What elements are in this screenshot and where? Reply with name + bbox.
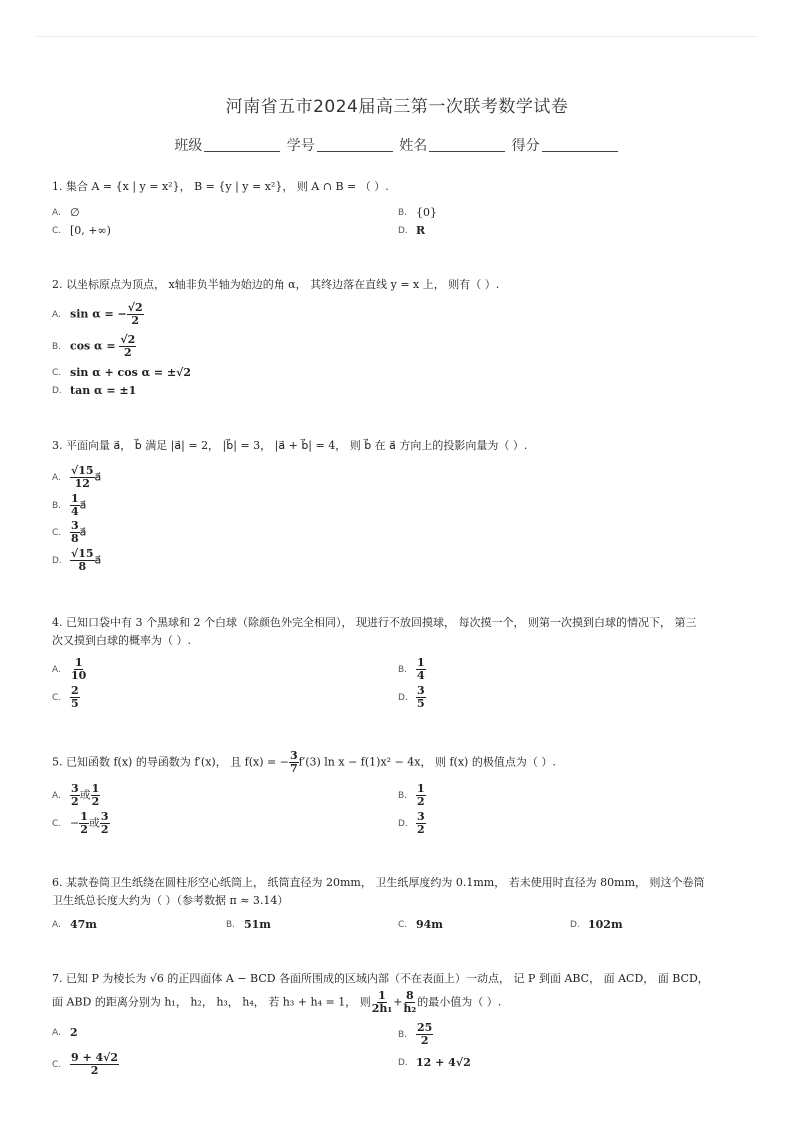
q7-option-b [398, 1022, 433, 1047]
fraction: $\frac{1}{2}$ [91, 782, 100, 808]
question-4-stem-line-1: 4. 已知口袋中有 3 个黑球和 2 个白球（除颜色外完全相同）， 现进行不放回摸球， 每次摸一个， 则第一次摸到白球的情况下， 第三 [52, 616, 697, 629]
q2-option-a [52, 302, 144, 327]
fraction: $\frac{1}{10}$ [71, 656, 87, 682]
q3-option-a [52, 465, 101, 490]
question-7-stem-line-2: 面 ABD 的距离分别为 h₁， h₂， h₃， h₄， 若 h₃ + h₄ = 1， 则 $\frac{1}{\text{2h₁}}$ + $\frac{8}{\text{h₂}}$ 的最小值为（ ）. [52, 989, 502, 1015]
vector-a: a⃗ [79, 498, 87, 512]
option-letter: A. [52, 208, 61, 218]
option-letter: C. [52, 527, 62, 538]
fraction: $\frac{√15}{8}$ [71, 547, 94, 573]
fraction: $\frac{√2}{2}$ [127, 301, 143, 327]
q7-option-a [52, 1026, 78, 1039]
q1-option-c [52, 224, 111, 237]
option-text: {0} [416, 206, 437, 219]
fraction: $\frac{25}{2}$ [417, 1021, 433, 1047]
option-letter: C. [52, 226, 62, 236]
option-text: sin α + cos α = ±√2 [70, 366, 192, 379]
q6-option-b [226, 918, 271, 931]
q2-option-b [52, 334, 136, 359]
class-blank [204, 137, 280, 152]
fraction: $\frac{1}{2}$ [80, 810, 88, 836]
number-label: 学号 [286, 138, 315, 154]
option-text: ∅ [70, 206, 80, 219]
q7-option-d [398, 1056, 471, 1069]
option-letter: A. [52, 920, 61, 930]
fraction: $\frac{8}{\text{h₂}}$ [403, 989, 417, 1015]
question-3-stem: 3. 平面向量 a⃗， b⃗ 满足 |a⃗| = 2， |b⃗| = 3， |a⃗ + b⃗| = 4， 则 b⃗ 在 a⃗ 方向上的投影向量为（ ）. [52, 439, 528, 452]
fraction: $\frac{9 + 4√2}{2}$ [71, 1051, 119, 1077]
option-letter: C. [52, 1059, 62, 1070]
question-2-stem: 2. 以坐标原点为顶点， x轴非负半轴为始边的角 α， 其终边落在直线 y = x 上， 则有（ ）. [52, 278, 500, 291]
name-blank [429, 137, 505, 152]
option-text: tan α = ±1 [70, 384, 137, 397]
question-4-stem-line-2: 次又摸到白球的概率为（ ）. [52, 634, 191, 647]
fraction: $\frac{3}{2}$ [71, 782, 79, 808]
option-text: 47m [70, 918, 97, 931]
option-letter: A. [52, 1028, 61, 1038]
option-text: sin α = − [70, 307, 127, 321]
option-letter: A. [52, 790, 61, 801]
question-1-stem: 1. 集合 A = {x | y = x²}， B = {y | y = x²}， 则 A ∩ B = （ ）. [52, 180, 389, 193]
q3-option-d [52, 548, 101, 573]
option-letter: C. [52, 692, 62, 703]
option-text: 102m [588, 918, 623, 931]
q1-option-a [52, 206, 80, 219]
number-blank [317, 137, 393, 152]
option-letter: D. [52, 386, 62, 396]
question-6-stem-line-2: 卫生纸总长度大约为（ ）（参考数据 π ≈ 3.14） [52, 894, 289, 907]
q3-option-c [52, 520, 86, 545]
option-text: 12 + 4√2 [416, 1056, 471, 1069]
option-letter: B. [398, 790, 408, 801]
class-label: 班级 [174, 138, 203, 154]
option-letter: A. [52, 664, 61, 675]
name-label: 姓名 [399, 138, 428, 154]
q1-option-d [398, 224, 425, 237]
option-letter: C. [52, 818, 62, 829]
score-label: 得分 [511, 138, 540, 154]
option-letter: C. [398, 920, 408, 930]
q5-option-d [398, 811, 426, 836]
q3-option-b [52, 493, 86, 518]
score-blank [542, 137, 618, 152]
q4-option-c [52, 685, 80, 710]
option-letter: C. [52, 368, 62, 378]
option-letter: D. [398, 1058, 408, 1068]
q7-option-c [52, 1052, 119, 1077]
q6-option-c [398, 918, 443, 931]
q5-option-a: A. $\frac{3}{2}$ 或 $\frac{1}{2}$ [52, 782, 100, 808]
vector-a: a⃗ [79, 525, 87, 539]
fraction: $\frac{3}{8}$ [71, 519, 79, 545]
option-text: 2 [70, 1026, 78, 1039]
option-letter: A. [52, 309, 61, 320]
option-letter: D. [570, 920, 580, 930]
q6-option-d [570, 918, 623, 931]
option-letter: D. [398, 692, 408, 703]
option-letter: A. [52, 472, 61, 483]
fraction: $\frac{1}{2}$ [417, 782, 425, 808]
page-title: 河南省五市2024届高三第一次联考数学试卷 [225, 97, 569, 117]
fraction: $\frac{1}{4}$ [71, 492, 79, 518]
option-letter: B. [52, 500, 62, 511]
q1-option-b [398, 206, 437, 219]
question-7-stem-line-1: 7. 已知 P 为棱长为 √6 的正四面体 A − BCD 各面所围成的区域内部（不在表面上）一动点， 记 P 到面 ABC， 面 ACD， 面 BCD， [52, 972, 709, 985]
fraction: $\frac{√2}{2}$ [120, 333, 136, 359]
q6-option-a [52, 918, 97, 931]
option-text: cos α = [70, 339, 120, 353]
q5-option-c: C. − $\frac{1}{2}$ 或 $\frac{3}{2}$ [52, 810, 109, 836]
q2-option-d [52, 384, 136, 397]
option-letter: D. [52, 555, 62, 566]
option-text: 94m [416, 918, 443, 931]
option-letter: B. [52, 341, 62, 352]
q5-option-b [398, 783, 426, 808]
fraction: $\frac{1}{4}$ [417, 656, 425, 682]
option-text: 51m [244, 918, 271, 931]
q2-option-c [52, 366, 191, 379]
question-5-stem: 5. 已知函数 f(x) 的导函数为 f′(x)， 且 f(x) = − $\frac{3}{7}$ f′(3) ln x − f(1)x² − 4x， 则 f(x) 的极值点为（ ）. [52, 749, 556, 775]
fraction: $\frac{√15}{12}$ [71, 464, 94, 490]
q4-option-d [398, 685, 426, 710]
q4-option-b [398, 657, 426, 682]
page-top-rule [36, 36, 758, 37]
option-letter: B. [398, 664, 408, 675]
fraction: $\frac{3}{2}$ [100, 810, 109, 836]
student-info-line [0, 135, 794, 155]
option-text: R [416, 224, 426, 237]
q4-option-a [52, 657, 87, 682]
option-text: [0, +∞) [70, 224, 111, 237]
option-letter: D. [398, 226, 408, 236]
vector-a: a⃗ [94, 470, 102, 484]
option-letter: B. [398, 208, 408, 218]
fraction: $\frac{3}{2}$ [417, 810, 425, 836]
fraction: $\frac{3}{5}$ [417, 684, 425, 710]
fraction: $\frac{3}{7}$ [289, 749, 298, 775]
fraction: $\frac{1}{\text{2h₁}}$ [371, 989, 393, 1015]
option-letter: B. [398, 1029, 408, 1040]
option-letter: D. [398, 818, 408, 829]
fraction: $\frac{2}{5}$ [71, 684, 79, 710]
option-letter: B. [226, 920, 236, 930]
vector-a: a⃗ [94, 553, 102, 567]
question-6-stem-line-1: 6. 某款卷筒卫生纸绕在圆柱形空心纸筒上， 纸筒直径为 20mm， 卫生纸厚度约为 0.1mm， 若未使用时直径为 80mm， 则这个卷筒 [52, 876, 705, 889]
